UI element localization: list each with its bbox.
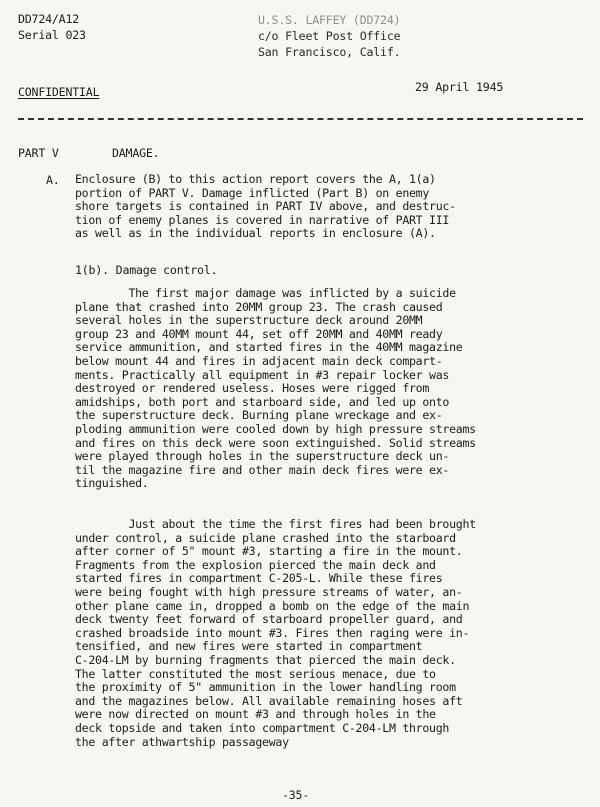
paragraph-line: several holes in the superstructure deck around 20MM <box>75 313 423 328</box>
paragraph-line: shore targets is contained in PART IV above, and destruc- <box>75 199 456 214</box>
paragraph-line: were being fought with high pressure streams of water, an- <box>75 584 463 599</box>
paragraph-line: tion of enemy planes is covered in narrative of PART III <box>75 212 450 227</box>
part-number: PART V <box>18 146 59 160</box>
paragraph-line: the proximity of 5" ammunition in the lower handling room <box>75 680 456 695</box>
part-title: DAMAGE. <box>112 146 160 160</box>
subheading-damage-control: 1(b). Damage control. <box>75 263 218 277</box>
paragraph-line: the superstructure deck. Burning plane wreckage and ex- <box>75 408 443 423</box>
address-line-city: San Francisco, Calif. <box>258 45 401 59</box>
paragraph-line: and the magazines below. All available remaining hoses aft <box>75 693 463 708</box>
paragraph-line: were played through holes in the superstructure deck un- <box>75 449 450 464</box>
dashed-separator <box>18 118 583 120</box>
paragraph-line: The first major damage was inflicted by a suicide <box>75 286 456 300</box>
file-reference: DD724/A12 <box>18 12 80 26</box>
paragraph-second-damage <box>75 518 583 749</box>
paragraph-line: Just about the time the first fires had been brought <box>75 517 476 531</box>
report-date: 29 April 1945 <box>415 80 504 94</box>
paragraph-line: Enclosure (B) to this action report covers the A, 1(a) <box>75 172 436 186</box>
paragraph-line: destroyed or rendered useless. Hoses were rigged from <box>75 381 430 396</box>
paragraph-line: and fires on this deck were soon extinguished. Solid streams <box>75 435 476 450</box>
paragraph-line: crashed broadside into mount #3. Fires then raging were in- <box>75 625 470 640</box>
paragraph-line: deck twenty feet forward of starboard propeller guard, and <box>75 612 463 627</box>
paragraph-line: the after athwartship passageway <box>75 734 289 749</box>
paragraph-line: were now directed on mount #3 and through holes in the <box>75 707 436 722</box>
paragraph-line: ploding ammunition were cooled down by high pressure streams <box>75 421 476 436</box>
address-line-fpo: c/o Fleet Post Office <box>258 29 401 43</box>
paragraph-line: started fires in compartment C-205-L. While these fires <box>75 571 443 586</box>
paragraph-marker: A. <box>46 173 60 187</box>
page-number: -35- <box>282 788 310 802</box>
classification-label: CONFIDENTIAL <box>18 85 100 99</box>
address-line-ship: U.S.S. LAFFEY (DD724) <box>258 13 401 27</box>
paragraph-line: The latter constituted the most serious menace, due to <box>75 666 436 681</box>
paragraph-line: group 23 and 40MM mount 44, set off 20MM and 40MM ready <box>75 326 443 341</box>
paragraph-line: after corner of 5" mount #3, starting a fire in the mount. <box>75 544 463 559</box>
paragraph-line: portion of PART V. Damage inflicted (Part B) on enemy <box>75 185 430 200</box>
paragraph-line: under control, a suicide plane crashed into the starboard <box>75 530 456 545</box>
paragraph-first-damage <box>75 287 583 491</box>
paragraph-line: plane that crashed into 20MM group 23. The crash caused <box>75 299 443 314</box>
paragraph-a <box>75 173 583 241</box>
paragraph-line: til the magazine fire and other main deck fires were ex- <box>75 462 450 477</box>
paragraph-line: amidships, both port and starboard side, and led up onto <box>75 394 450 409</box>
paragraph-line: C-204-LM by burning fragments that pierced the main deck. <box>75 652 456 667</box>
paragraph-line: ments. Practically all equipment in #3 repair locker was <box>75 367 450 382</box>
paragraph-line: deck topside and taken into compartment C-204-LM through <box>75 720 450 735</box>
paragraph-line: tinguished. <box>75 476 149 491</box>
serial-number: Serial 023 <box>18 28 86 42</box>
paragraph-line: service ammunition, and started fires in the 40MM magazine <box>75 340 463 355</box>
paragraph-line: Fragments from the explosion pierced the main deck and <box>75 557 436 572</box>
paragraph-line: below mount 44 and fires in adjacent main deck compart- <box>75 353 443 368</box>
paragraph-line: other plane came in, dropped a bomb on the edge of the main <box>75 598 470 613</box>
paragraph-line: tensified, and new fires were started in compartment <box>75 639 423 654</box>
paragraph-line: as well as in the individual reports in enclosure (A). <box>75 226 436 241</box>
